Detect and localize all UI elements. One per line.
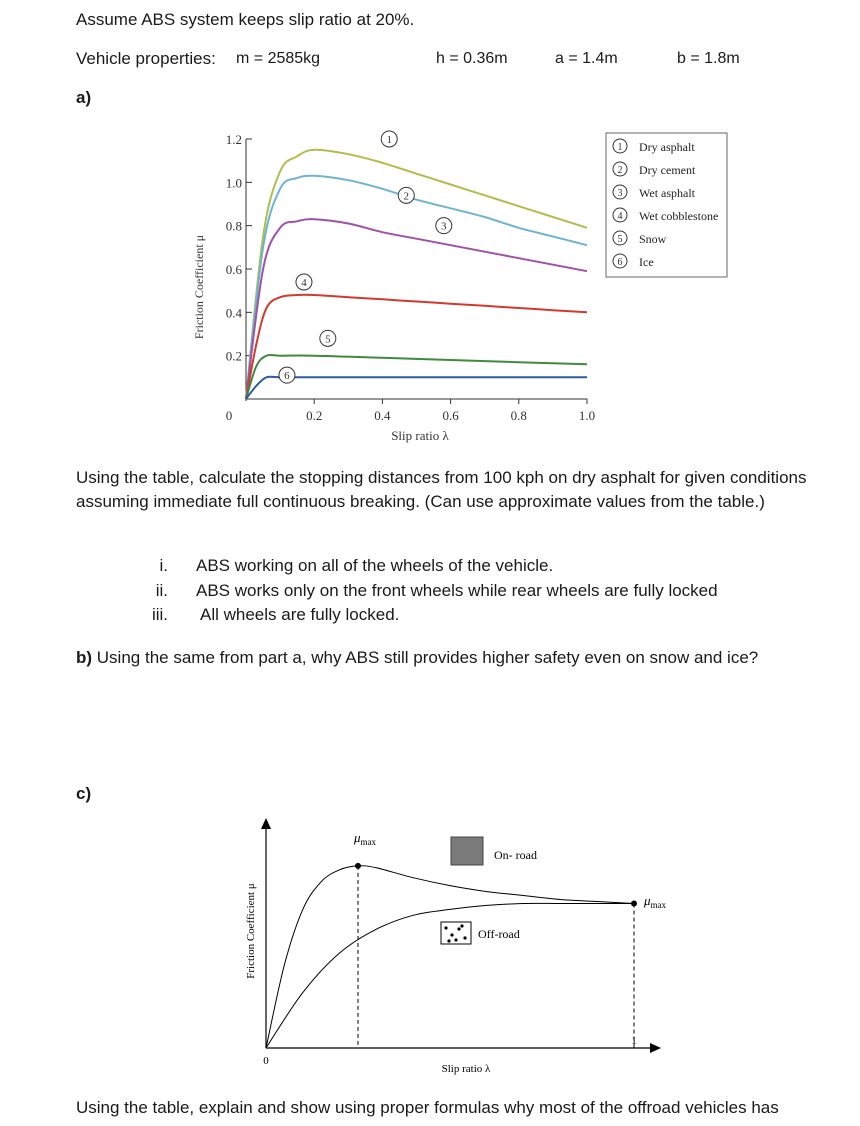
series-line-on-road (266, 866, 634, 1048)
x-axis-label: Slip ratio λ (441, 1063, 491, 1075)
item-2-number: ii. (155, 581, 168, 600)
height-value: h = 0.36m (436, 50, 508, 67)
part-a-label: a) (76, 88, 92, 107)
y-tick-label: 1.0 (225, 175, 242, 191)
gravel-dot (454, 938, 457, 941)
y-tick-label: 0.8 (225, 218, 242, 234)
peak-marker (355, 863, 361, 869)
part-c-question: Using the table, explain and show using proper formulas why most of the offroad vehicles has (76, 1098, 779, 1117)
y-tick-label: 1.2 (225, 132, 242, 147)
x-tick-label: 1.0 (578, 408, 596, 423)
y-tick-label: 0.6 (225, 262, 242, 277)
legend-entry: Ice (639, 255, 654, 269)
curve-marker-label: 6 (284, 370, 290, 383)
x-tick-label: 0.6 (442, 408, 459, 423)
legend-entry: Wet asphalt (639, 186, 696, 200)
item-3-number: iii. (151, 605, 168, 624)
part-c-label: c) (76, 784, 92, 803)
legend-marker-label: 2 (617, 165, 623, 176)
gravel-dot (447, 939, 450, 942)
x-tick-label: 0.8 (510, 408, 527, 423)
peak-mu-max-label: $\mu_{max}$ (354, 830, 377, 847)
legend-entry: Snow (639, 232, 667, 246)
end-mu-max-label: $\mu_{max}$ (644, 893, 667, 910)
x-tick-label: 0.4 (374, 408, 391, 423)
legend-marker-label: 5 (617, 234, 623, 245)
x-tick-label: 0.2 (306, 408, 323, 423)
item-1-number: i. (159, 556, 168, 575)
y-axis-label: Friction Coefficient μ (192, 234, 206, 340)
series-line-dry-cement (246, 176, 587, 399)
legend-marker-label: 3 (617, 188, 623, 199)
series-line-dry-asphalt (246, 150, 587, 399)
legend-marker-label: 6 (617, 257, 623, 268)
y-tick-label: 0.2 (225, 348, 242, 364)
gravel-dot (463, 936, 466, 939)
gravel-dot (450, 933, 453, 936)
item-1-text: ABS working on all of the wheels of the vehicle. (196, 556, 554, 575)
series-line-ice (246, 377, 587, 399)
part-a-question: Using the table, calculate the stopping distances from 100 kph on dry asphalt for given conditions assuming immediate full continuous breaking. (Can use approximate values from the table.) (76, 468, 807, 511)
y-axis-arrow (261, 818, 271, 829)
item-3-text: All wheels are fully locked. (200, 605, 400, 624)
series-line-wet-cobblestone (246, 295, 587, 399)
part-b-label: b) (76, 648, 93, 667)
b-value: b = 1.8m (677, 50, 740, 67)
curve-marker-label: 2 (403, 190, 410, 203)
legend-entry: Off-road (478, 927, 520, 941)
y-tick-label: 0.4 (225, 305, 242, 321)
item-2-text: ABS works only on the front wheels while rear wheels are fully locked (196, 581, 718, 600)
part-b-question (76, 648, 758, 668)
a-value: a = 1.4m (555, 50, 618, 67)
legend-entry: Wet cobblestone (639, 209, 719, 223)
part-b-text: Using the same from part a, why ABS still provides higher safety even on snow and ice? (96, 648, 759, 667)
gravel-dot (444, 926, 447, 929)
legend-entry: On- road (494, 848, 537, 862)
gravel-dot (460, 924, 463, 927)
legend-entry: Dry cement (639, 163, 696, 177)
legend-entry: Dry asphalt (639, 140, 695, 154)
legend-marker-label: 4 (617, 211, 623, 222)
x-tick-label: 1 (631, 1035, 637, 1047)
legend-marker-label: 1 (617, 142, 623, 153)
x-tick-label: 0 (263, 1055, 269, 1067)
x-tick-label: 0 (225, 408, 233, 423)
curve-marker-label: 4 (301, 277, 307, 289)
assumption-text: Assume ABS system keeps slip ratio at 20%. (76, 10, 415, 29)
x-axis-label: Slip ratio λ (391, 428, 449, 443)
curve-marker-label: 5 (325, 333, 331, 346)
gravel-dot (457, 927, 460, 930)
curve-marker-label: 1 (386, 134, 392, 146)
on-road-swatch (451, 837, 483, 865)
end-marker (631, 900, 637, 906)
mass-value: m = 2585kg (236, 50, 321, 67)
onroad-offroad-chart (0, 810, 860, 1080)
y-axis-label: Friction Coefficient μ (245, 883, 257, 979)
vehicle-properties-label: Vehicle properties: (76, 49, 216, 68)
x-axis-arrow (650, 1043, 661, 1053)
curve-marker-label: 3 (441, 220, 447, 233)
